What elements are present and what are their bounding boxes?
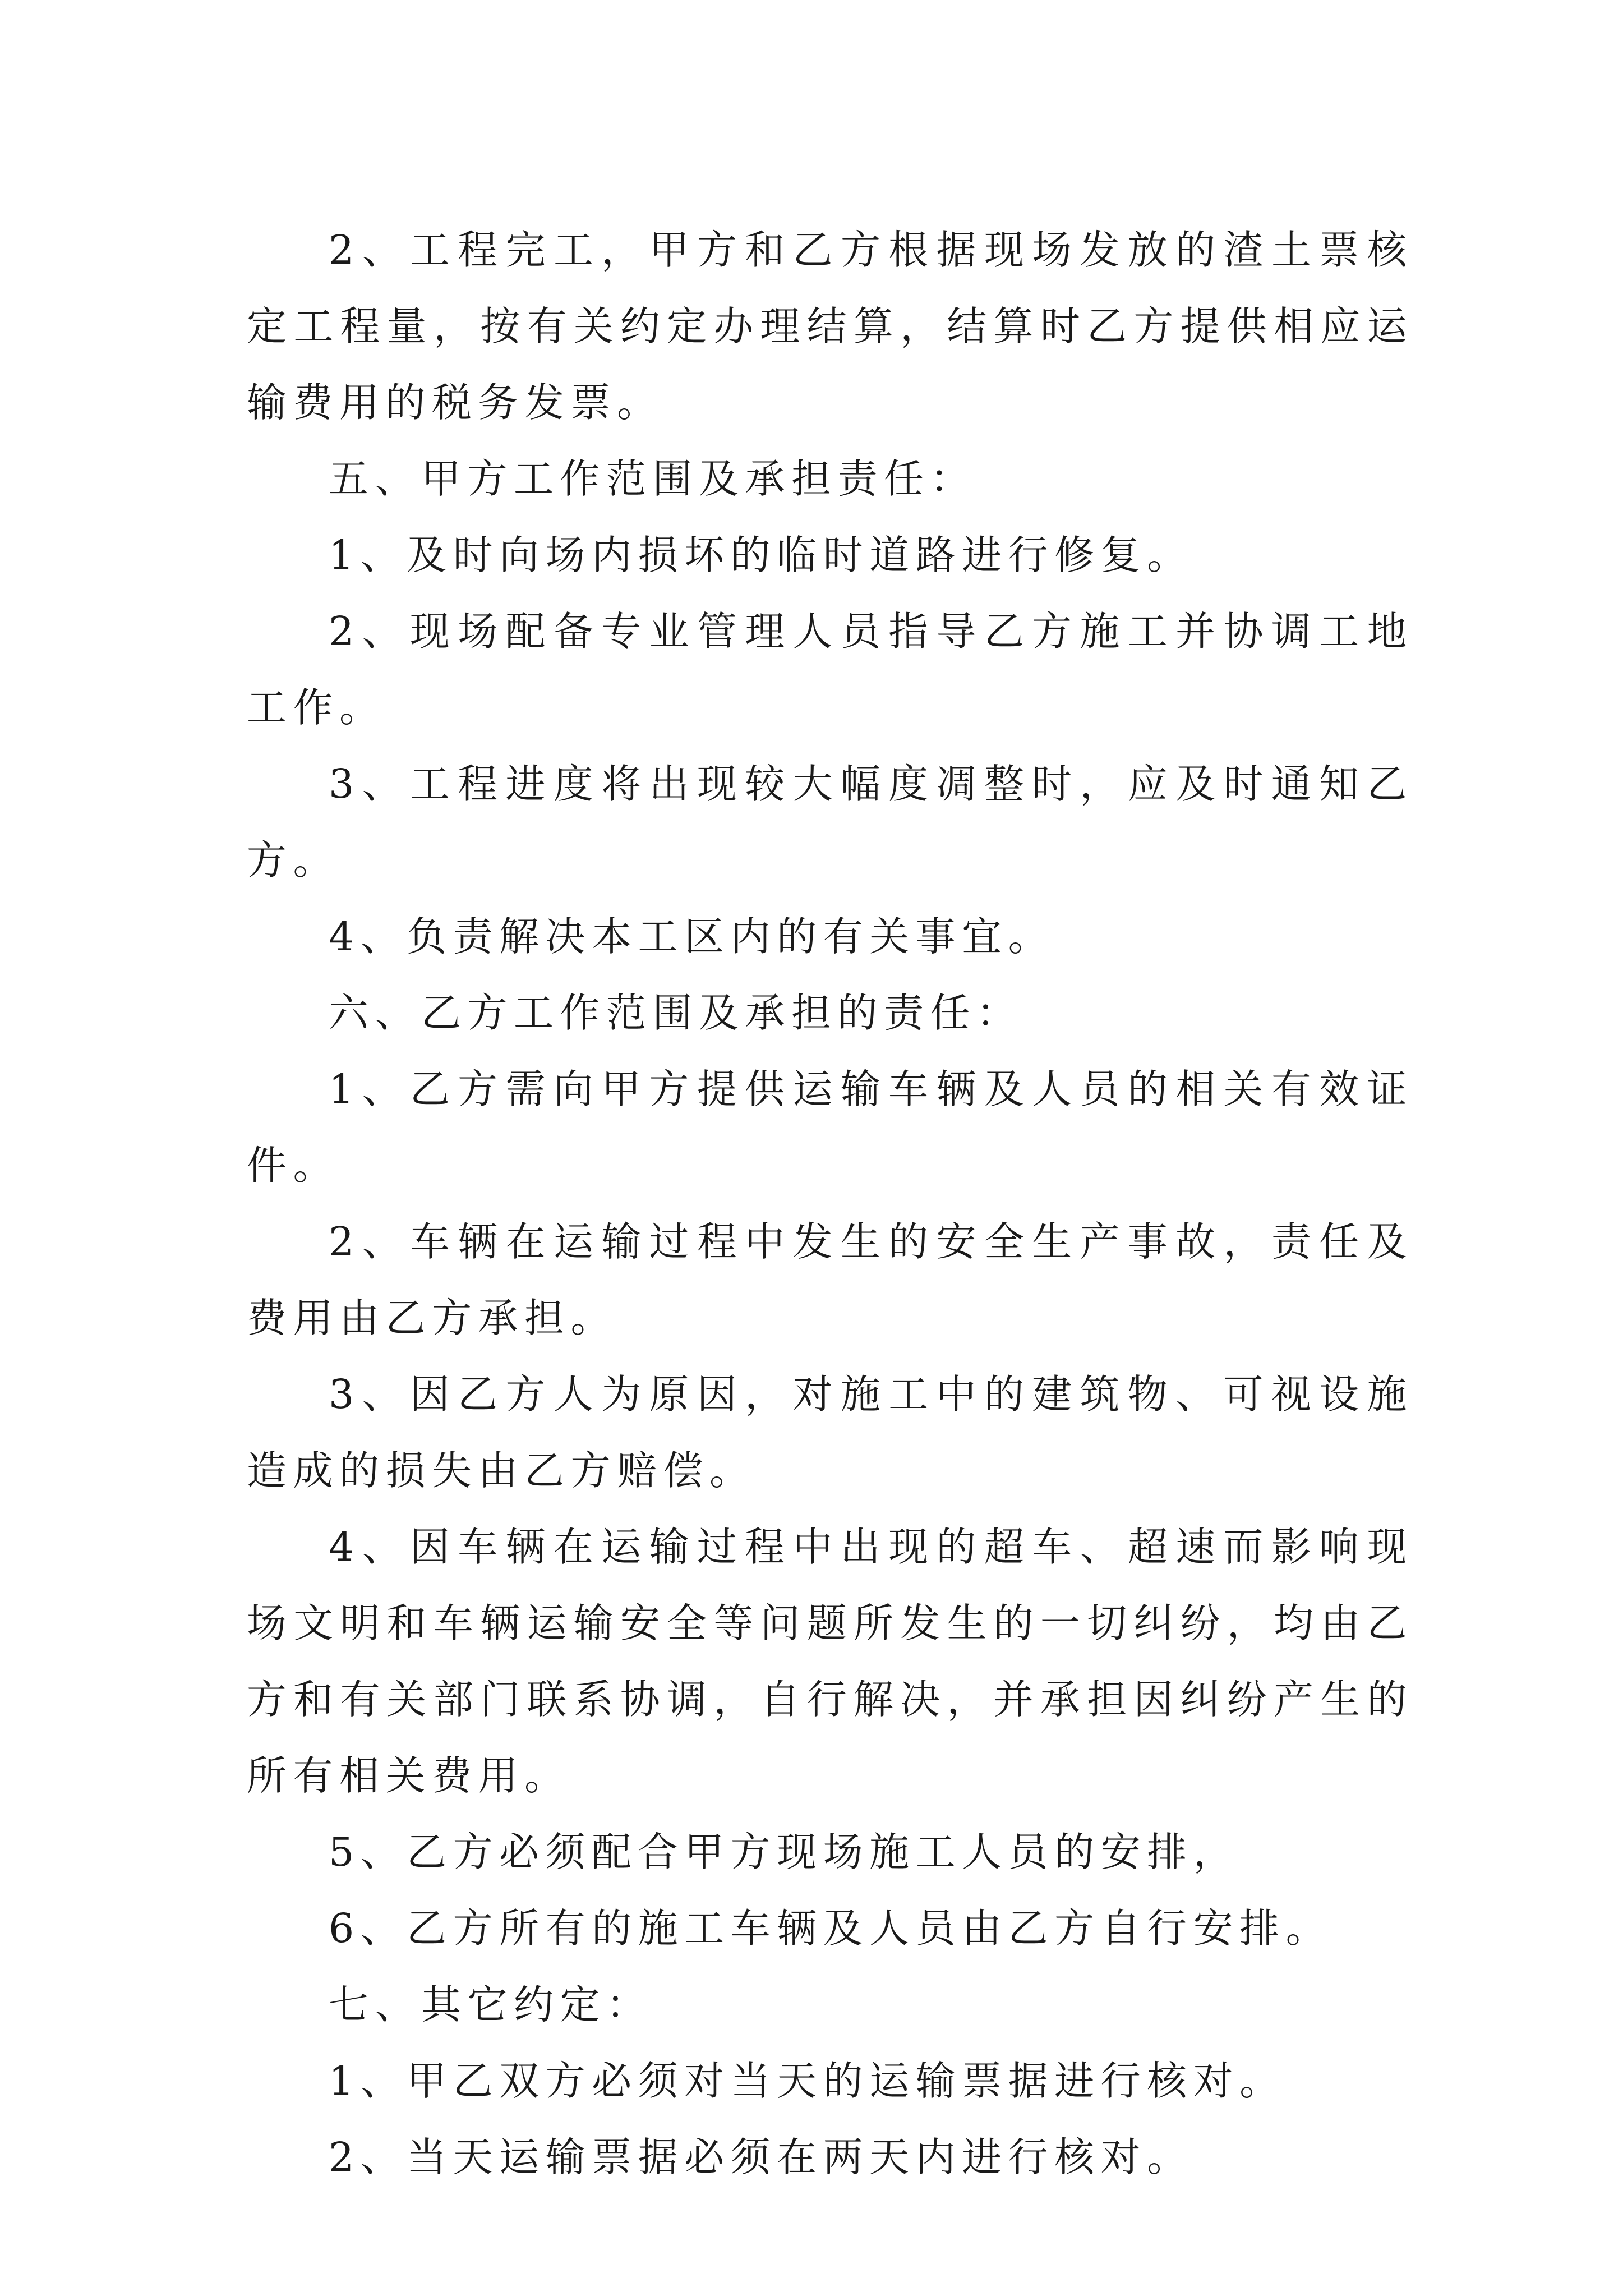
paragraph-b-1: 1、乙方需向甲方提供运输车辆及人员的相关有效证件。 — [247, 1066, 1413, 1189]
paragraph-a-1: 1、及时向场内损坏的临时道路进行修复。 — [329, 532, 1193, 578]
paragraph-a-2: 2、现场配备专业管理人员指导乙方施工并协调工地工作。 — [247, 608, 1413, 731]
paragraph-a-3: 3、工程进度将出现较大幅度凋整时，应及时通知乙方。 — [247, 761, 1413, 884]
paragraph-b-3: 3、因乙方人为原因，对施工中的建筑物、可视设施造成的损失由乙方赔偿。 — [247, 1371, 1413, 1494]
heading-other-terms: 七、其它约定： — [329, 1981, 653, 2028]
paragraph-b-4: 4、因车辆在运输过程中出现的超车、超速而影响现场文明和车辆运输安全等问题所发生的一切纠纷，均由乙方和有关部门联系协调，自行解决，并承担因纠纷产生的所有相关费用。 — [247, 1524, 1413, 1799]
paragraph-other-1: 1、甲乙双方必须对当天的运输票据进行核对。 — [329, 2058, 1286, 2104]
heading-party-a-scope: 五、甲方工作范围及承担责任： — [329, 455, 977, 502]
paragraph-settlement: 2、工程完工，甲方和乙方根据现场发放的渣土票核定工程量，按有关约定办理结算，结算时乙方提供相应运输费用的税务发票。 — [247, 227, 1413, 426]
paragraph-b-5: 5、乙方必须配合甲方现场施工人员的安排， — [329, 1829, 1240, 1875]
paragraph-other-2: 2、当天运输票据必须在两天内进行核对。 — [329, 2134, 1193, 2180]
paragraph-b-2: 2、车辆在运输过程中发生的安全生产事故，责任及费用由乙方承担。 — [247, 1218, 1413, 1341]
paragraph-a-4: 4、负责解决本工区内的有关事宜。 — [329, 913, 1055, 960]
document-body — [247, 212, 1413, 2196]
paragraph-b-6: 6、乙方所有的施工车辆及人员由乙方自行安排。 — [329, 1905, 1332, 1952]
heading-party-b-scope: 六、乙方工作范围及承担的责任： — [329, 990, 1023, 1036]
